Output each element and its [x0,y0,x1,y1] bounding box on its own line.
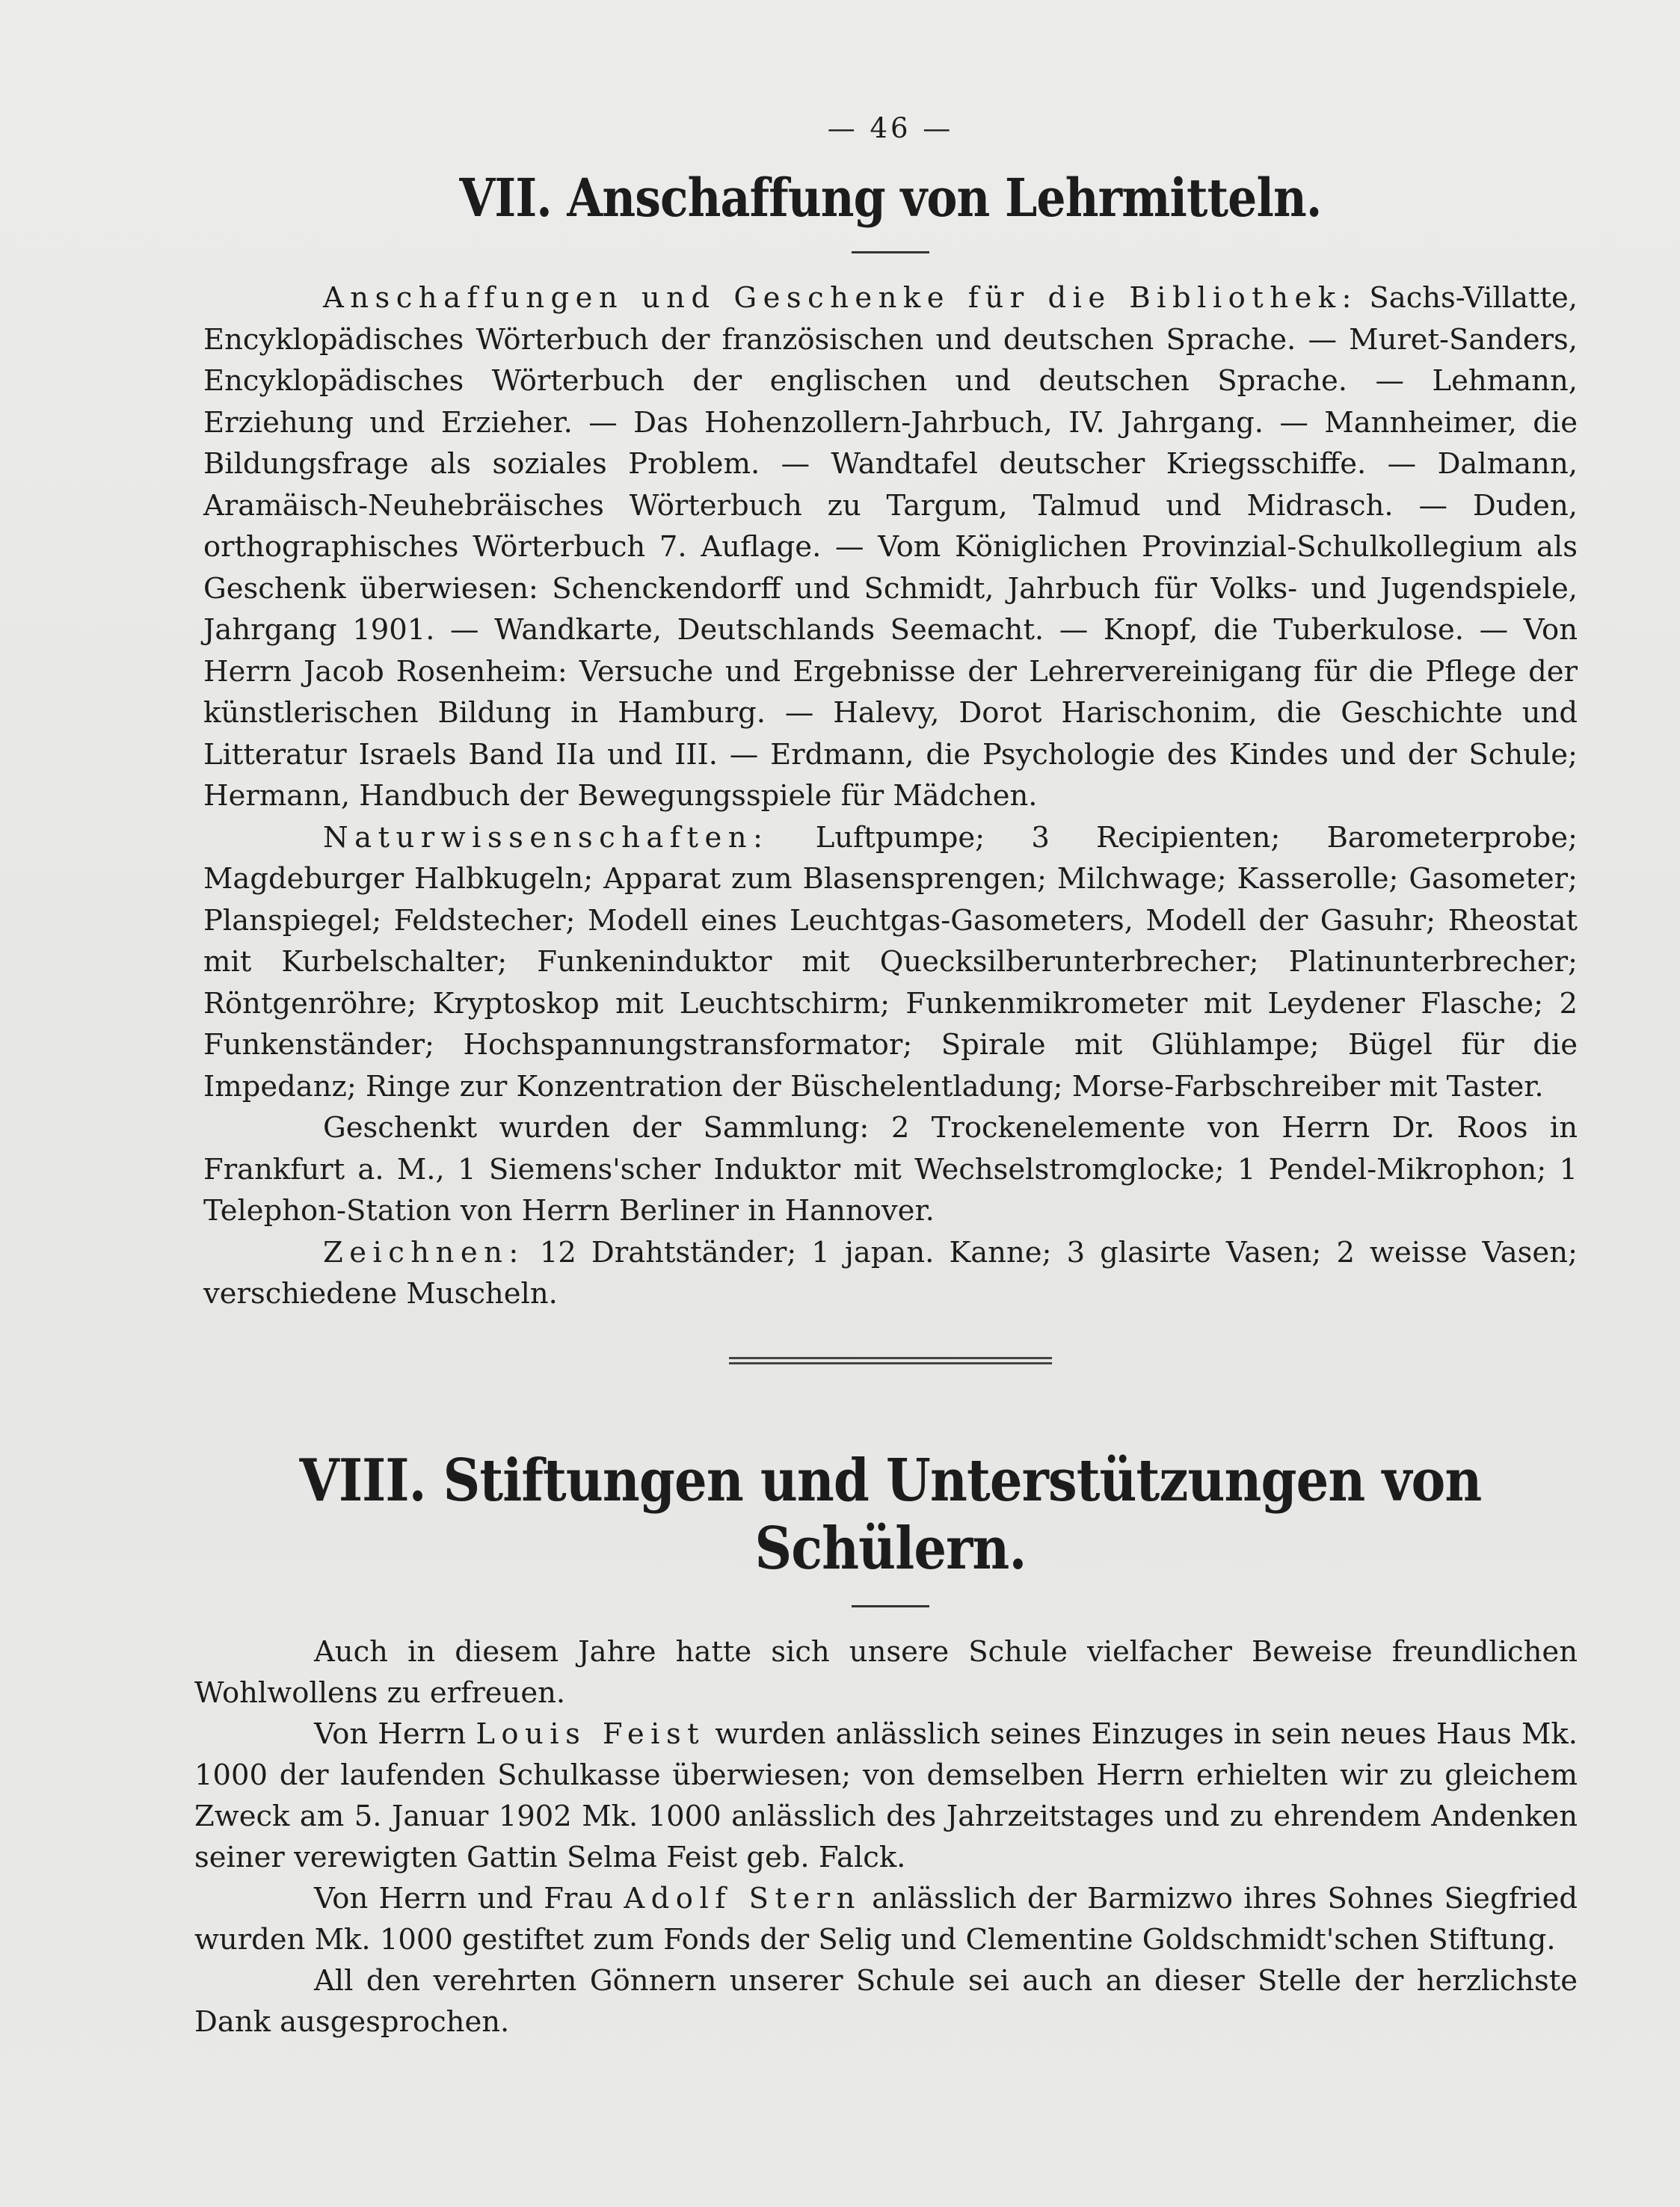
section-7-paragraph-2 [203,817,1578,1108]
science-label: Naturwissenschaften: [323,820,769,855]
science-text: Luftpumpe; 3 Recipienten; Barometerprobe; Magdeburger Halbkugeln; Apparat zum Blasensprengen; Milchwage; Kasserolle; Gasometer; Planspiegel; Feldstecher; Modell eines Leuchtgas-Gasometers, Modell der Gasuhr; Rheostat mit Kurbelschalter; Funkeninduktor mit Quecksilberunterbrecher; Platinunterbrecher; Röntgenröhre; Kryptoskop mit Leuchtschirm; Funkenmikrometer mit Leydener Flasche; 2 Funkenständer; Hochspannungstransformator; Spirale mit Glühlampe; Bügel für die Impedanz; Ringe zur Konzentration der Büschelentladung; Morse-Farbschreiber mit Taster. [203,820,1578,1104]
drawing-label: Zeichnen: [323,1235,525,1269]
stern-intro: Von Herrn und Frau [314,1881,614,1915]
section-7-paragraph-4 [203,1232,1578,1315]
feist-text: wurden anlässlich seines Einzuges in sein neues Haus Mk. 1000 der laufenden Schulkasse überwiesen; von demselben Herrn erhielten wir zu gleichem Zweck am 5. Januar 1902 Mk. 1000 anlässlich des Jahrzeitstages und zu ehrendem Andenken seiner verewigten Gattin Selma Feist geb. Falck. [194,1717,1578,1874]
library-label: Anschaffungen und Geschenke für die Bibliothek: [323,281,1358,315]
section-divider [729,1357,1052,1364]
title-rule [852,251,929,253]
section-8-title: VIII. Stiftungen und Unterstützungen von Schülern. [299,1446,1482,1583]
section-8-paragraph-4: All den verehrten Gönnern unserer Schule sei auch an dieser Stelle der herzlichste Dank ausgesprochen. [194,1963,1578,2039]
stern-text: anlässlich der Barmizwo ihres Sohnes Siegfried wurden Mk. 1000 gestiftet zum Fonds der Selig und Clementine Goldschmidt'schen Stiftung. [194,1881,1578,1957]
donor-name-stern: Adolf Stern [624,1881,861,1915]
section-8-paragraph-2 [194,1714,1578,1878]
section-8-body [194,1631,1578,2043]
section-7-title: VII. Anschaffung von Lehrmitteln. [459,167,1322,229]
page-number: — 46 — [827,112,954,144]
section-8-paragraph-1: Auch in diesem Jahre hatte sich unsere Schule vielfacher Beweise freundlichen Wohlwollens zu erfreuen. [194,1634,1578,1710]
drawing-text: 12 Drahtständer; 1 japan. Kanne; 3 glasirte Vasen; 2 weisse Vasen; verschiedene Muscheln. [203,1235,1578,1311]
donor-name-feist: Louis Feist [476,1717,706,1751]
section-7-paragraph-1 [203,277,1578,817]
title-rule [852,1605,929,1607]
section-8 [194,1446,1578,2043]
page-content [194,112,1578,2043]
feist-intro: Von Herrn [314,1717,467,1751]
section-7 [203,167,1578,1315]
section-7-paragraph-3: Geschenkt wurden der Sammlung: 2 Trockenelemente von Herrn Dr. Roos in Frankfurt a. M., 1 Siemens'scher Induktor mit Wechselstromglocke; 1 Pendel-Mikrophon; 1 Telephon-Station von Herrn Berliner in Hannover. [203,1111,1578,1228]
library-text: Sachs-Villatte, Encyklopädisches Wörterbuch der französischen und deutschen Sprache. — Muret-Sanders, Encyklopädisches Wörterbuch der englischen und deutschen Sprache. — Lehmann, Erziehung und Erzieher. — Das Hohenzollern-Jahrbuch, IV. Jahrgang. — Mannheimer, die Bildungsfrage als soziales Problem. — Wandtafel deutscher Kriegsschiffe. — Dalmann, Aramäisch-Neuhebräisches Wörterbuch zu Targum, Talmud und Midrasch. — Duden, orthographisches Wörterbuch 7. Auflage. — Vom Königlichen Provinzial-Schulkollegium als Geschenk überwiesen: Schenckendorff und Schmidt, Jahrbuch für Volks- und Jugendspiele, Jahrgang 1901. — Wandkarte, Deutschlands Seemacht. — Knopf, die Tuberkulose. — Von Herrn Jacob Rosenheim: Versuche und Ergebnisse der Lehrervereinigang für die Pflege der künstlerischen Bildung in Hamburg. — Halevy, Dorot Harischonim, die Geschichte und Litteratur Israels Band IIa und III. — Erdmann, die Psychologie des Kindes und der Schule; Hermann, Handbuch der Bewegungsspiele für Mädchen. [203,281,1578,813]
section-8-paragraph-3 [194,1878,1578,1960]
